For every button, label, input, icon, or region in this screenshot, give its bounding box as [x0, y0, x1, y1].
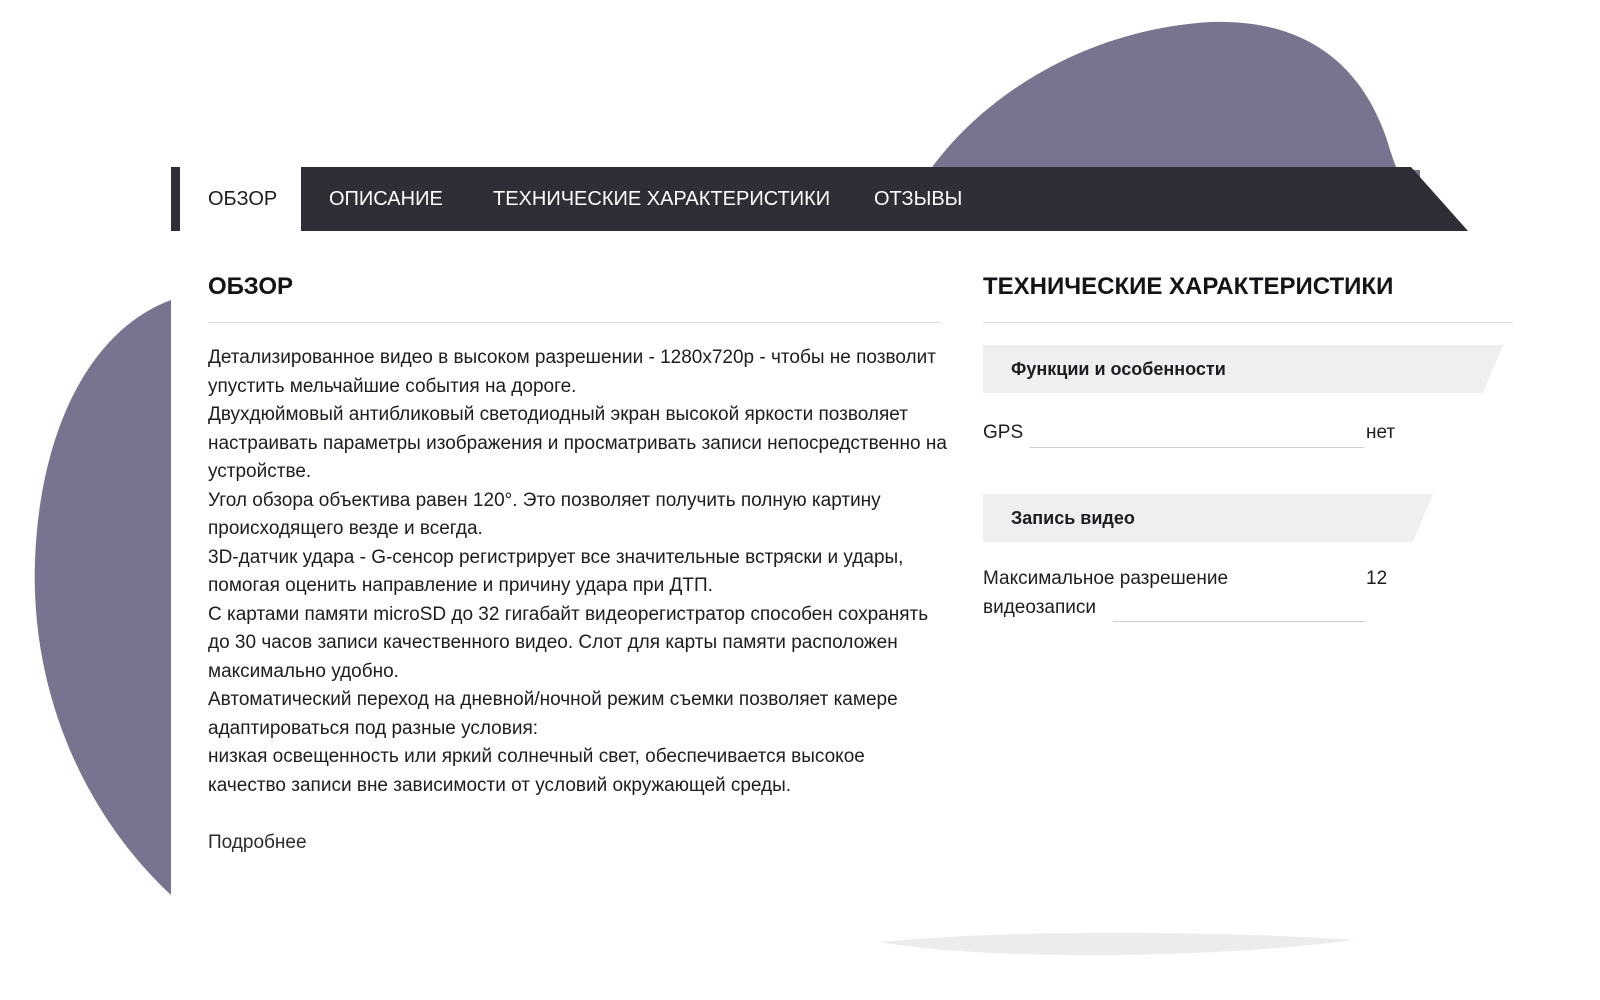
specs-heading: ТЕХНИЧЕСКИЕ ХАРАКТЕРИСТИКИ: [983, 273, 1394, 300]
spec-leader-line: [1029, 447, 1364, 448]
overview-paragraph: Двухдюймовый антибликовый светодиодный экран высокой яркости позволяет настраивать параметры изображения и просматривать записи непосредственно на устройстве.: [208, 404, 947, 482]
tab-reviews[interactable]: ОТЗЫВЫ: [874, 188, 963, 210]
overview-paragraph: С картами памяти microSD до 32 гигабайт видеорегистратор способен сохранять до 30 часов записи качественного видео. Слот для карты памяти расположен максимально удобно.: [208, 603, 929, 682]
overview-paragraph: низкая освещенность или яркий солнечный свет, обеспечивается высокое качество записи вне зависимости от условий окружающей среды.: [208, 746, 865, 796]
overview-paragraph: Автоматический переход на дневной/ночной режим съемки позволяет камере адаптироваться под разные условия:: [208, 689, 898, 739]
spec-name-max-resolution: Максимальное разрешение видеозаписи: [983, 568, 1229, 618]
overview-paragraph: 3D-датчик удара - G-сенсор регистрирует все значительные встряски и удары, помогая оценить направление и причину удара при ДТП.: [208, 546, 904, 596]
overview-paragraph: Угол обзора объектива равен 120°. Это позволяет получить полную картину происходящего везде и всегда.: [208, 489, 881, 539]
product-info-panel: [171, 167, 1521, 927]
spec-leader-line: [1113, 621, 1365, 622]
specs-divider: [983, 322, 1513, 323]
spec-value-gps: нет: [1366, 422, 1396, 443]
spec-group-title: Запись видео: [1011, 508, 1135, 528]
tab-overview[interactable]: ОБЗОР: [171, 167, 301, 231]
overview-divider: [208, 322, 940, 323]
tab-description[interactable]: ОПИСАНИЕ: [329, 188, 443, 210]
overview-paragraph: Детализированное видео в высоком разрешении - 1280x720p - чтобы не позволит упустить мельчайшие события на дороге.: [208, 347, 936, 397]
tab-bar: [171, 167, 1471, 231]
left-blob: [35, 300, 171, 895]
overview-heading: ОБЗОР: [208, 273, 293, 300]
spec-name-gps: GPS: [983, 422, 1024, 443]
spec-value-max-resolution: 12: [1366, 568, 1388, 589]
bottom-shadow-blob: [880, 933, 1355, 956]
spec-group-title: Функции и особенности: [1011, 359, 1226, 379]
tab-specifications[interactable]: ТЕХНИЧЕСКИЕ ХАРАКТЕРИСТИКИ: [493, 188, 831, 210]
overview-text: [208, 344, 948, 800]
more-link[interactable]: Подробнее: [208, 832, 307, 853]
